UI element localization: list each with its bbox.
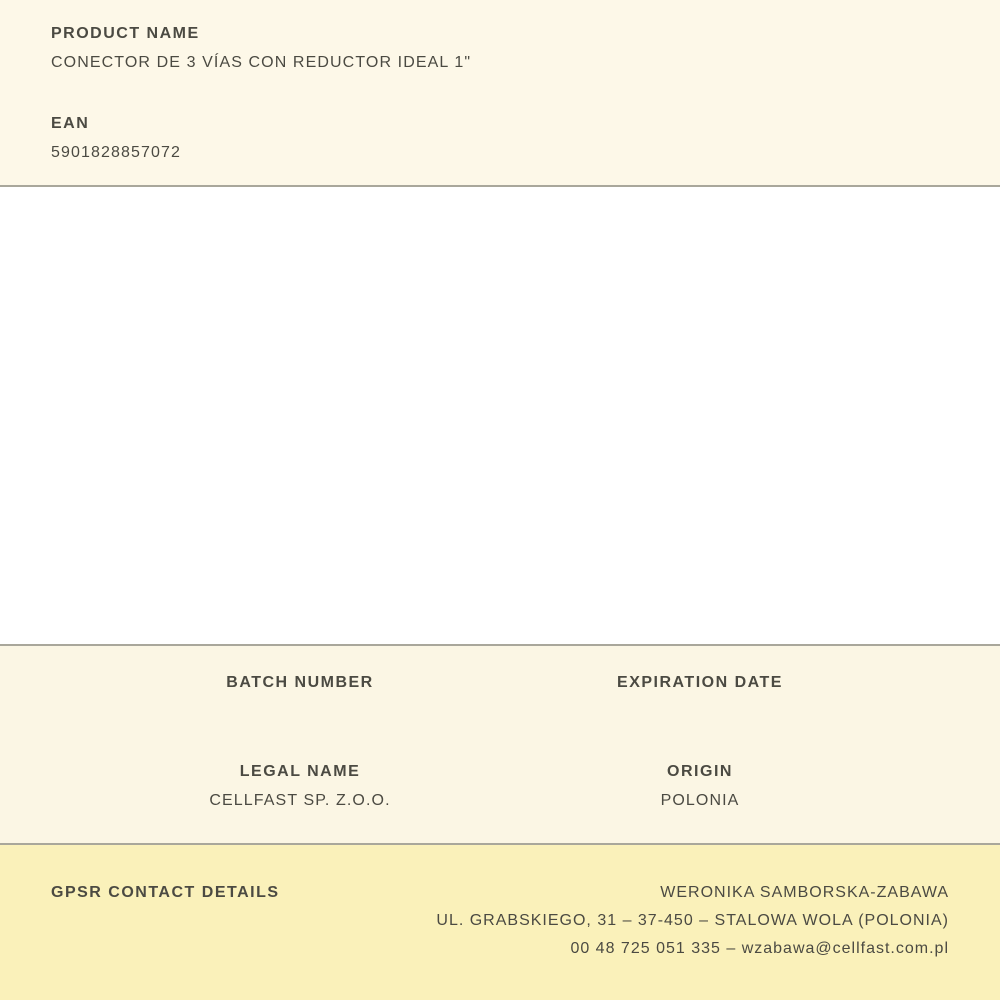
ean-field	[51, 116, 949, 161]
product-name-label: PRODUCT NAME	[51, 25, 200, 42]
product-image-area	[0, 187, 1000, 646]
details-grid	[100, 675, 900, 809]
product-header-section	[0, 0, 1000, 187]
origin-label: ORIGIN	[667, 763, 733, 780]
ean-value: 5901828857072	[51, 144, 181, 161]
legal-name-label: LEGAL NAME	[239, 763, 361, 780]
origin-value: POLONIA	[660, 792, 740, 809]
expiration-date-label: EXPIRATION DATE	[617, 674, 783, 691]
contact-address: UL. GRABSKIEGO, 31 – 37-450 – STALOWA WOLA (POLONIA)	[436, 912, 949, 929]
product-name-field	[51, 26, 949, 71]
batch-number-value	[100, 704, 500, 720]
legal-name-value: CELLFAST SP. Z.O.O.	[209, 792, 391, 809]
ean-label: EAN	[51, 115, 90, 132]
gpsr-contact-heading: GPSR CONTACT DETAILS	[51, 884, 280, 901]
origin-field	[500, 764, 900, 809]
expiration-date-value	[500, 704, 900, 720]
batch-number-field	[100, 675, 500, 720]
contact-person-name: WERONIKA SAMBORSKA-ZABAWA	[660, 884, 949, 901]
details-section	[0, 646, 1000, 845]
gpsr-contact-section	[0, 845, 1000, 1000]
batch-number-label: BATCH NUMBER	[226, 674, 374, 691]
contact-phone-email: 00 48 725 051 335 – wzabawa@cellfast.com.pl	[570, 940, 949, 957]
product-name-value: CONECTOR DE 3 VÍAS CON REDUCTOR IDEAL 1"	[51, 54, 472, 71]
expiration-date-field	[500, 675, 900, 720]
legal-name-field	[100, 764, 500, 809]
gpsr-contact-lines	[436, 879, 949, 963]
